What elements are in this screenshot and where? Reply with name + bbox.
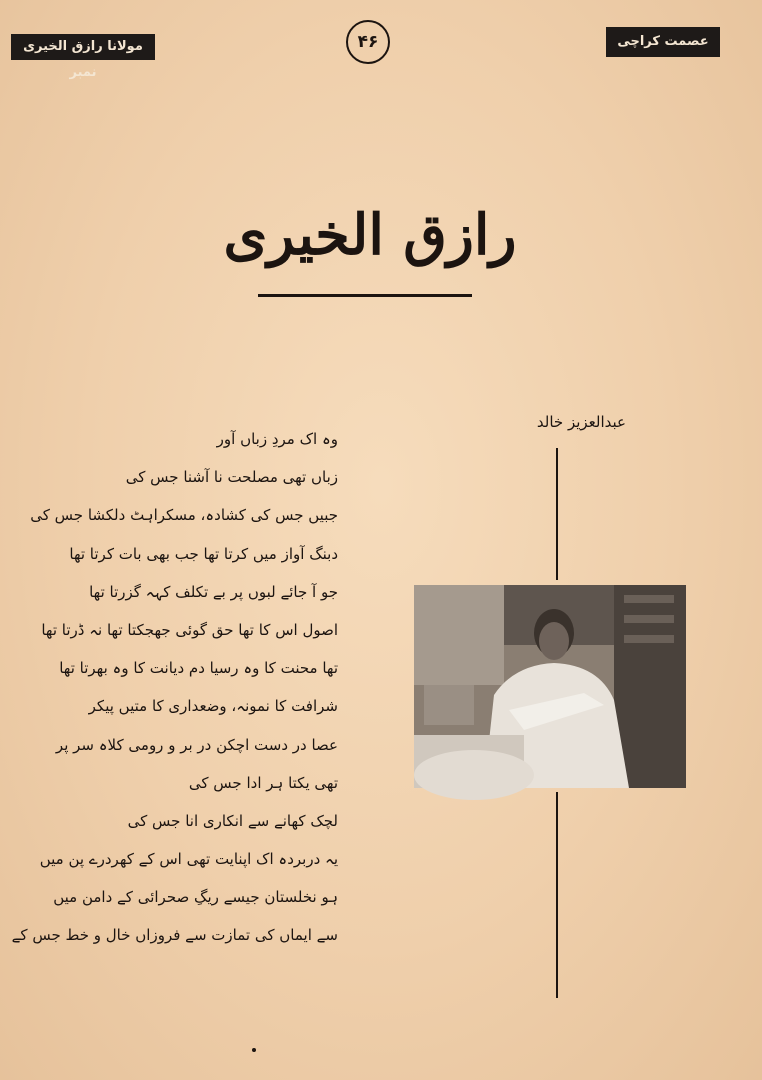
page-number: ۴۶ xyxy=(346,20,390,64)
poem-line: لچک کھانے سے انکاری انا جس کی xyxy=(127,811,338,830)
divider-line-bottom xyxy=(556,792,558,998)
poem-line: جبیں جس کی کشادہ، مسکراہٹ دلکشا جس کی xyxy=(30,506,338,525)
poem-line: جو آ جائے لبوں پر بے تکلف کہہ گزرتا تھا xyxy=(89,582,338,601)
poem-line: یہ دربردہ اک اپنایت تھی اس کے کھردرے پن میں xyxy=(39,850,338,869)
poem-line: عصا در دست اچکن در بر و رومی کلاہ سر پر xyxy=(55,735,338,754)
poem-line: وہ اک مردِ زباں آور xyxy=(216,430,338,448)
magazine-issue-label: مولانا رازق الخیری نمبر xyxy=(11,34,155,60)
article-title: رازق الخیری xyxy=(223,202,517,268)
poem-line: شرافت کا نمونہ، وضعداری کا متیں پیکر xyxy=(88,697,338,716)
poem-line: تھی یکتا ہر ادا جس کی xyxy=(188,773,338,792)
divider-line-top xyxy=(556,448,558,580)
poem-line: ہو نخلستان جیسے ریگِ صحرائی کے دامن میں xyxy=(53,888,338,907)
portrait-photo-icon xyxy=(414,585,686,788)
title-underline xyxy=(258,294,472,297)
poem-line: سے ایماں کی تمازت سے فروزاں خال و خط جس کے xyxy=(11,926,338,945)
poem-line: زباں تھی مصلحت نا آشنا جس کی xyxy=(125,468,338,487)
poem-line: دبنگ آواز میں کرتا تھا جب بھی بات کرتا تھا xyxy=(69,544,338,563)
magazine-name-label: عصمت کراچی xyxy=(606,27,720,57)
poem xyxy=(11,420,338,955)
author-name: عبدالعزیز خالد xyxy=(536,413,626,431)
poem-line: تھا محنت کا وہ رسیا دم دیانت کا وہ بھرتا تھا xyxy=(59,659,338,678)
poem-line: اصول اس کا تھا حق گوئی جھجکتا تھا نہ ڈرتا تھا xyxy=(41,620,338,639)
page-mark xyxy=(252,1048,256,1052)
